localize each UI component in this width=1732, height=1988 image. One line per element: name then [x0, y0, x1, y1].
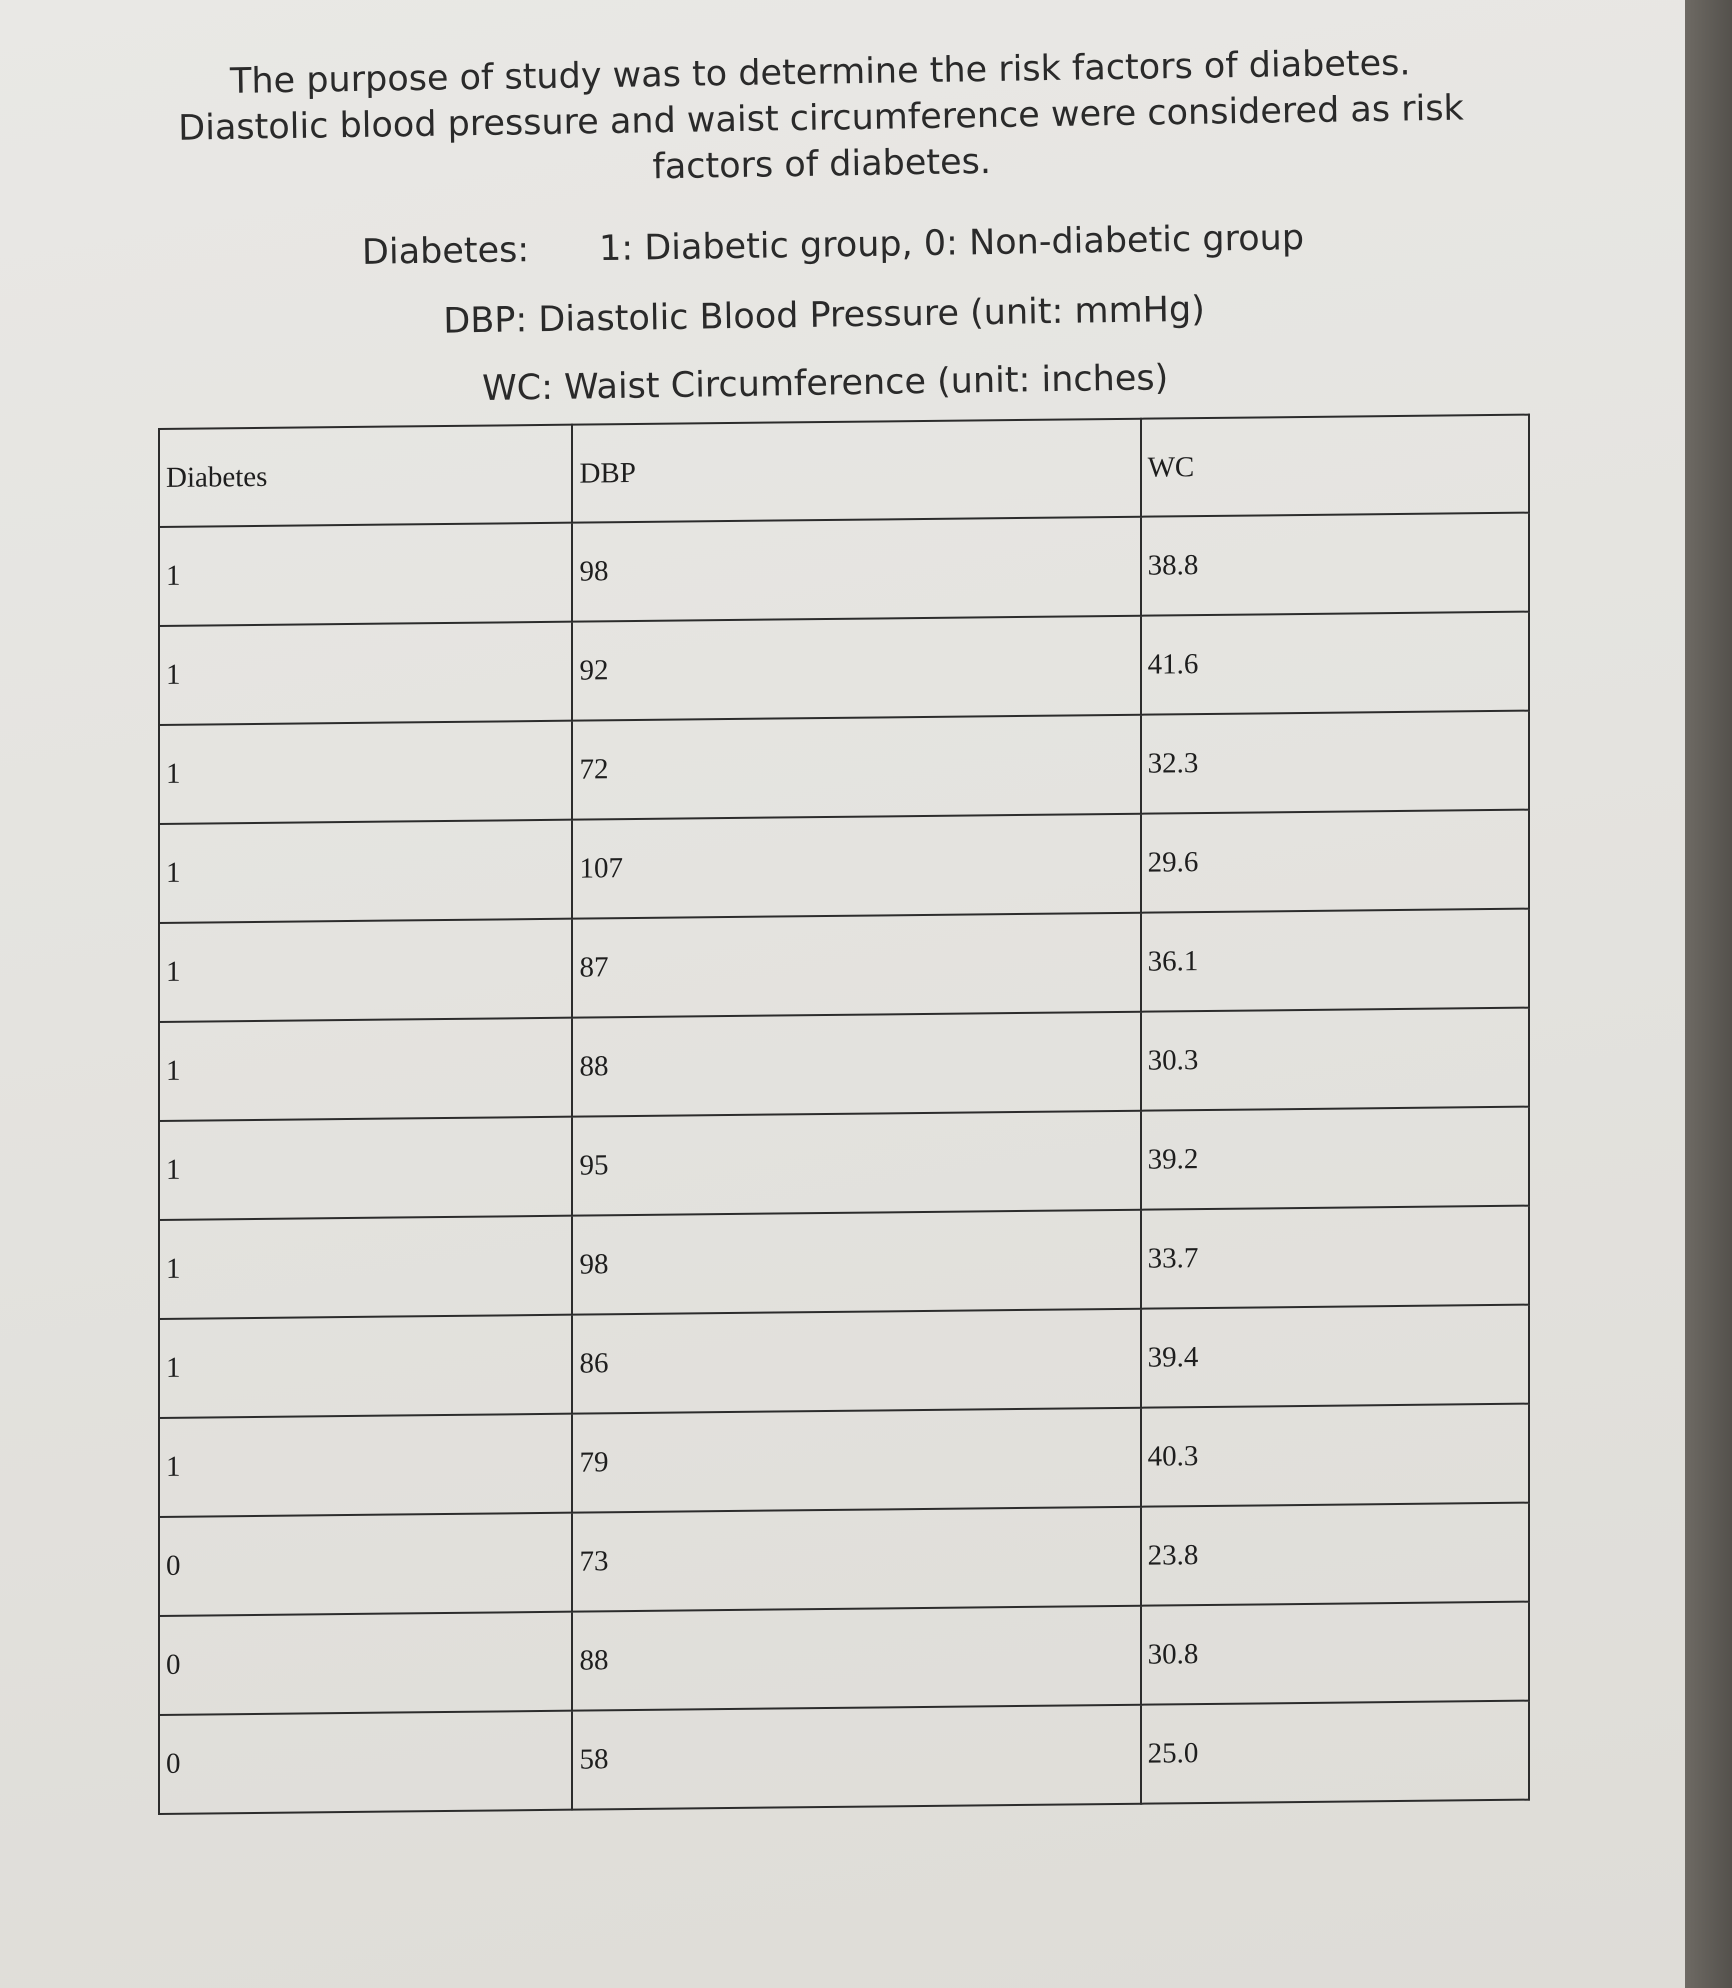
table-row — [159, 711, 1529, 824]
cell-wc: 39.4 — [1141, 1305, 1529, 1408]
legend-dbp: DBP: Diastolic Blood Pressure (unit: mmHg) — [443, 289, 1206, 342]
table-row — [159, 1008, 1529, 1121]
table-row — [159, 1701, 1529, 1814]
cell-dbp: 98 — [572, 1210, 1140, 1315]
cell-dbp: 95 — [572, 1111, 1140, 1216]
table-row — [159, 1404, 1529, 1517]
cell-diabetes: 1 — [159, 919, 572, 1022]
legend-diabetes-value: 1: Diabetic group, 0: Non-diabetic group — [598, 218, 1305, 270]
legend-diabetes — [163, 215, 1483, 276]
cell-dbp: 87 — [572, 913, 1140, 1018]
table-row — [159, 909, 1529, 1022]
cell-dbp: 107 — [572, 814, 1140, 919]
table-row — [159, 810, 1529, 923]
column-header-wc: WC — [1141, 415, 1529, 517]
cell-dbp: 73 — [572, 1507, 1140, 1612]
table-header-row — [159, 415, 1529, 527]
data-table — [158, 414, 1530, 1815]
table-row — [159, 1305, 1529, 1418]
cell-diabetes: 0 — [159, 1513, 572, 1616]
legend-diabetes-key: Diabetes: — [361, 230, 530, 273]
column-header-dbp: DBP — [572, 419, 1140, 523]
cell-dbp: 58 — [572, 1705, 1140, 1810]
cell-diabetes: 1 — [159, 1117, 572, 1220]
cell-diabetes: 1 — [159, 1414, 572, 1517]
table-row — [159, 1503, 1529, 1616]
cell-wc: 30.8 — [1141, 1602, 1529, 1705]
cell-dbp: 72 — [572, 715, 1140, 820]
cell-diabetes: 0 — [159, 1711, 572, 1814]
cell-diabetes: 1 — [159, 1315, 572, 1418]
cell-diabetes: 1 — [159, 820, 572, 923]
cell-wc: 32.3 — [1141, 711, 1529, 814]
cell-dbp: 88 — [572, 1012, 1140, 1117]
cell-wc: 38.8 — [1141, 513, 1529, 616]
column-header-diabetes: Diabetes — [159, 425, 572, 527]
cell-wc: 36.1 — [1141, 909, 1529, 1012]
cell-wc: 30.3 — [1141, 1008, 1529, 1111]
page-edge-shadow — [1685, 0, 1732, 1988]
table-row — [159, 513, 1529, 626]
intro-line-1: The purpose of study was to determine the risk factors of diabetes. — [229, 43, 1411, 102]
cell-dbp: 86 — [572, 1309, 1140, 1414]
table-row — [159, 1107, 1529, 1220]
cell-dbp: 98 — [572, 517, 1140, 622]
cell-wc: 33.7 — [1141, 1206, 1529, 1309]
table-row — [159, 612, 1529, 725]
cell-dbp: 88 — [572, 1606, 1140, 1711]
cell-diabetes: 1 — [159, 1216, 572, 1319]
cell-dbp: 92 — [572, 616, 1140, 721]
cell-wc: 40.3 — [1141, 1404, 1529, 1507]
cell-wc: 25.0 — [1141, 1701, 1529, 1804]
cell-diabetes: 1 — [159, 523, 572, 626]
table-row — [159, 1206, 1529, 1319]
cell-dbp: 79 — [572, 1408, 1140, 1513]
cell-diabetes: 1 — [159, 622, 572, 725]
intro-line-2: Diastolic blood pressure and waist circumference were considered as risk — [177, 88, 1465, 149]
intro-line-3: factors of diabetes. — [652, 141, 992, 188]
cell-diabetes: 1 — [159, 721, 572, 824]
cell-wc: 29.6 — [1141, 810, 1529, 913]
cell-wc: 23.8 — [1141, 1503, 1529, 1606]
cell-diabetes: 0 — [159, 1612, 572, 1715]
document-header — [160, 39, 1485, 414]
cell-wc: 39.2 — [1141, 1107, 1529, 1210]
data-table-wrapper — [158, 414, 1530, 1815]
table-row — [159, 1602, 1529, 1715]
cell-diabetes: 1 — [159, 1018, 572, 1121]
cell-wc: 41.6 — [1141, 612, 1529, 715]
legend-wc: WC: Waist Circumference (unit: inches) — [481, 358, 1169, 409]
